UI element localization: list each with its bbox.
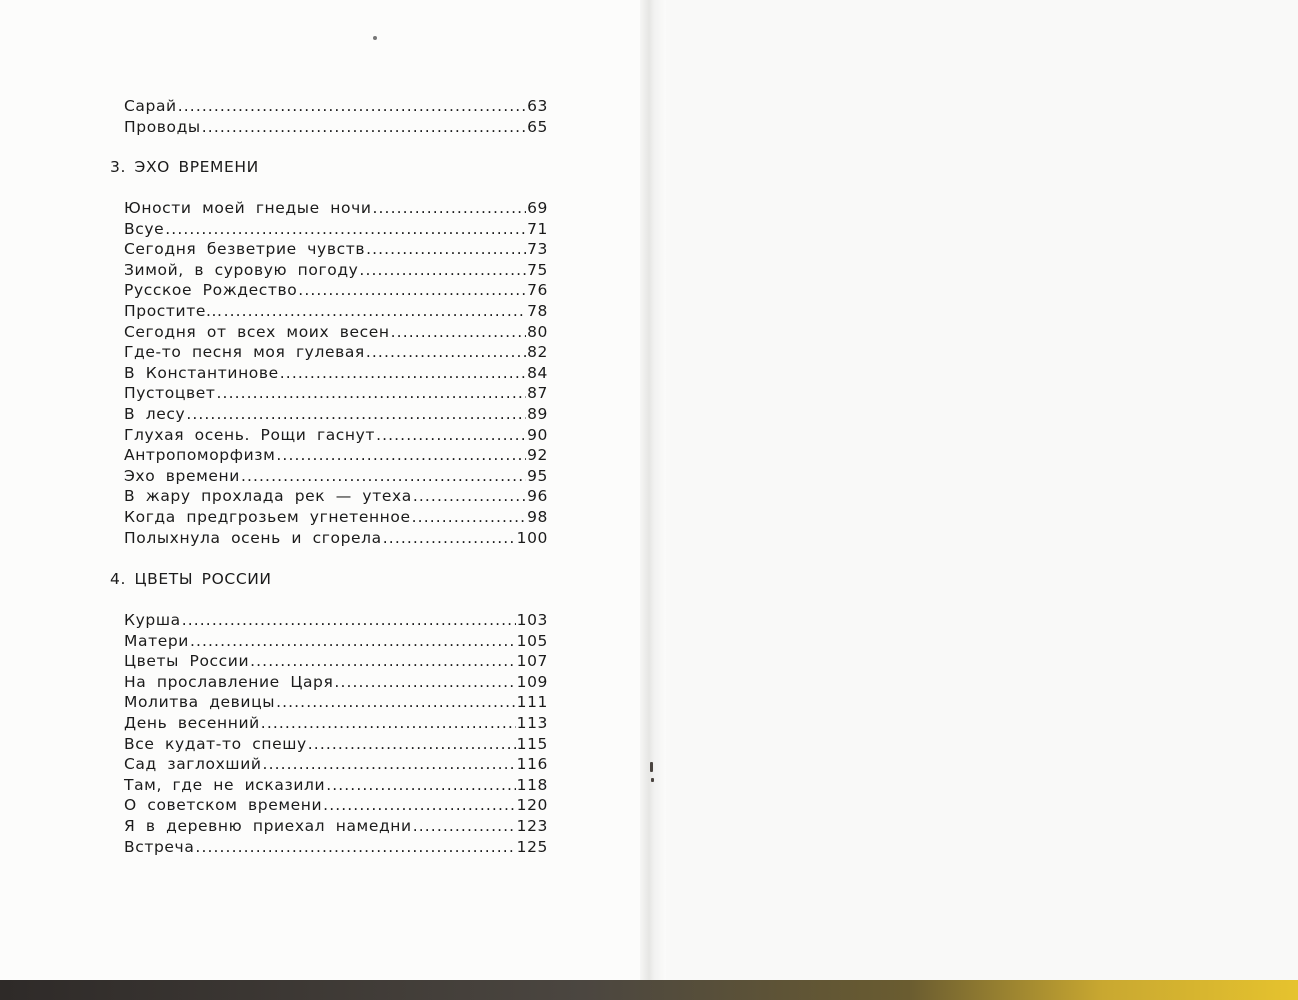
toc-entry-page: 82 (527, 343, 548, 362)
toc-entry-page: 103 (516, 611, 548, 629)
toc-entry-page: 63 (527, 97, 548, 115)
toc-entry-page: 120 (516, 796, 548, 815)
toc-entry (124, 383, 548, 403)
toc-entry-page: 100 (516, 528, 548, 547)
section-heading: 3. ЭХО ВРЕМЕНИ (110, 158, 259, 176)
book-spine (640, 0, 666, 982)
toc-entry-title: В Константинове (124, 363, 279, 382)
dot-leader (366, 239, 526, 259)
toc-entry-title: Сегодня безветрие чувств (124, 240, 366, 259)
toc-entry (124, 198, 548, 218)
toc-entry-page: 65 (527, 118, 548, 136)
dot-leader (334, 672, 515, 692)
toc-entry-title: Сад заглохший (124, 755, 262, 774)
toc-entry-title: На прославление Царя (124, 672, 334, 691)
dot-leader (359, 260, 526, 280)
dot-leader (326, 775, 515, 795)
dot-leader (373, 198, 527, 218)
toc-entry-title: Юности моей гнедые ночи (124, 199, 372, 217)
toc-entry (124, 466, 548, 486)
toc-entry (124, 507, 548, 527)
toc-entry (124, 528, 548, 548)
toc-entry (124, 734, 548, 754)
toc-entry (124, 342, 548, 362)
dot-leader (261, 713, 516, 733)
toc-entry-page: 98 (527, 508, 548, 526)
toc-entry-page: 95 (527, 466, 548, 485)
toc-entry-title: День весенний (124, 714, 260, 732)
dot-leader (366, 342, 526, 362)
toc-entry-page: 84 (527, 363, 548, 382)
dot-leader (202, 117, 526, 137)
toc-entry (124, 96, 548, 116)
dot-leader (250, 651, 515, 671)
dot-leader (376, 425, 526, 445)
toc-entry-title: Зимой, в суровую погоду (124, 260, 359, 279)
toc-entry-title: Матери (124, 631, 189, 650)
toc-entry-title: Когда предгрозьем угнетенное (124, 508, 411, 526)
toc-entry-page: 113 (516, 714, 548, 732)
toc-entry (124, 713, 548, 733)
dot-leader (195, 837, 515, 857)
toc-entry (124, 651, 548, 671)
toc-entry-title: Встреча (124, 837, 195, 856)
toc-entry (124, 404, 548, 424)
toc-entry-page: 105 (516, 631, 548, 650)
toc-entry-page: 89 (527, 405, 548, 423)
toc-entry (124, 117, 548, 137)
toc-entry-title: Антропоморфизм (124, 446, 276, 465)
toc-entry-title: Глухая осень. Рощи гаснут (124, 425, 376, 444)
toc-entry-title: О советском времени (124, 796, 323, 815)
toc-entry-title: Простите... (124, 302, 223, 320)
dot-leader (412, 507, 526, 527)
toc-entry (124, 425, 548, 445)
toc-entry (124, 775, 548, 795)
toc-entry-page: 111 (516, 693, 548, 712)
dot-leader (323, 795, 515, 815)
dot-leader (276, 445, 526, 465)
toc-entry-page: 109 (516, 672, 548, 691)
toc-entry (124, 301, 548, 321)
toc-entry-title: Эхо времени (124, 466, 240, 485)
toc-entry-title: Курша (124, 611, 181, 629)
toc-entry-title: Молитва девицы (124, 693, 276, 712)
toc-entry-page: 116 (516, 755, 548, 774)
dot-leader (178, 96, 526, 116)
toc-entry-page: 71 (527, 219, 548, 238)
toc-entry (124, 610, 548, 630)
toc-entry (124, 672, 548, 692)
toc-entry (124, 486, 548, 506)
toc-entry (124, 754, 548, 774)
toc-entry-title: Где-то песня моя гулевая (124, 343, 365, 362)
toc-entry-page: 115 (516, 734, 548, 753)
left-page (0, 0, 648, 982)
toc-entry (124, 280, 548, 300)
toc-entry-title: Сегодня от всех моих весен (124, 322, 390, 341)
toc-entry-page: 80 (527, 322, 548, 341)
dot-leader (276, 692, 516, 712)
toc-entry (124, 445, 548, 465)
dot-leader (241, 466, 526, 486)
toc-entry-title: Русское Рождество (124, 281, 298, 300)
dot-leader (308, 734, 516, 754)
toc-entry (124, 631, 548, 651)
dot-leader (298, 280, 526, 300)
dot-leader (413, 816, 516, 836)
toc-entry-page: 69 (527, 199, 548, 217)
toc-entry-page: 90 (527, 425, 548, 444)
section-heading: 4. ЦВЕТЫ РОССИИ (110, 570, 272, 588)
toc-entry-title: Полыхнула осень и сгорела (124, 528, 382, 547)
toc-entry-title: Цветы России (124, 652, 250, 671)
toc-entry (124, 692, 548, 712)
toc-entry-page: 73 (527, 240, 548, 259)
toc-entry-title: В лесу (124, 405, 186, 423)
dot-leader (263, 754, 516, 774)
toc-entry-page: 125 (516, 837, 548, 856)
toc-entry-page: 96 (527, 487, 548, 506)
toc-entry-page: 76 (527, 281, 548, 300)
toc-entry-title: Пустоцвет (124, 384, 216, 403)
toc-entry-title: Там, где не исказили (124, 775, 326, 794)
toc-entry (124, 795, 548, 815)
spine-blemish (651, 778, 654, 782)
dot-leader (280, 363, 526, 383)
toc-entry (124, 837, 548, 857)
toc-entry (124, 239, 548, 259)
toc-entry-page: 87 (527, 384, 548, 403)
toc-entry-title: Я в деревню приехал намедни (124, 817, 412, 835)
toc-entry-title: Сарай (124, 97, 177, 115)
toc-entry (124, 260, 548, 280)
dot-leader (413, 486, 526, 506)
spine-blemish (650, 762, 653, 772)
toc-entry-title: Проводы (124, 118, 201, 136)
toc-entry-page: 75 (527, 260, 548, 279)
dot-leader (186, 404, 526, 424)
dot-leader (224, 301, 527, 321)
dot-leader (217, 383, 527, 403)
toc-entry (124, 322, 548, 342)
toc-entry-page: 92 (527, 446, 548, 465)
toc-entry-page: 123 (516, 817, 548, 835)
paper-speck (373, 36, 377, 40)
toc-entry (124, 363, 548, 383)
toc-entry-page: 78 (527, 302, 548, 320)
dot-leader (190, 631, 516, 651)
dot-leader (383, 528, 516, 548)
toc-entry (124, 816, 548, 836)
toc-entry-page: 107 (516, 652, 548, 671)
right-page (648, 0, 1298, 982)
toc-entry-title: Всуе (124, 219, 165, 238)
toc-entry-title: В жару прохлада рек — утеха (124, 487, 412, 506)
background-surface (0, 980, 1298, 1000)
dot-leader (391, 322, 526, 342)
toc-entry-title: Все кудат-то спешу (124, 734, 307, 753)
toc-entry (124, 219, 548, 239)
dot-leader (182, 610, 516, 630)
toc-entry-page: 118 (516, 775, 548, 794)
dot-leader (165, 219, 526, 239)
